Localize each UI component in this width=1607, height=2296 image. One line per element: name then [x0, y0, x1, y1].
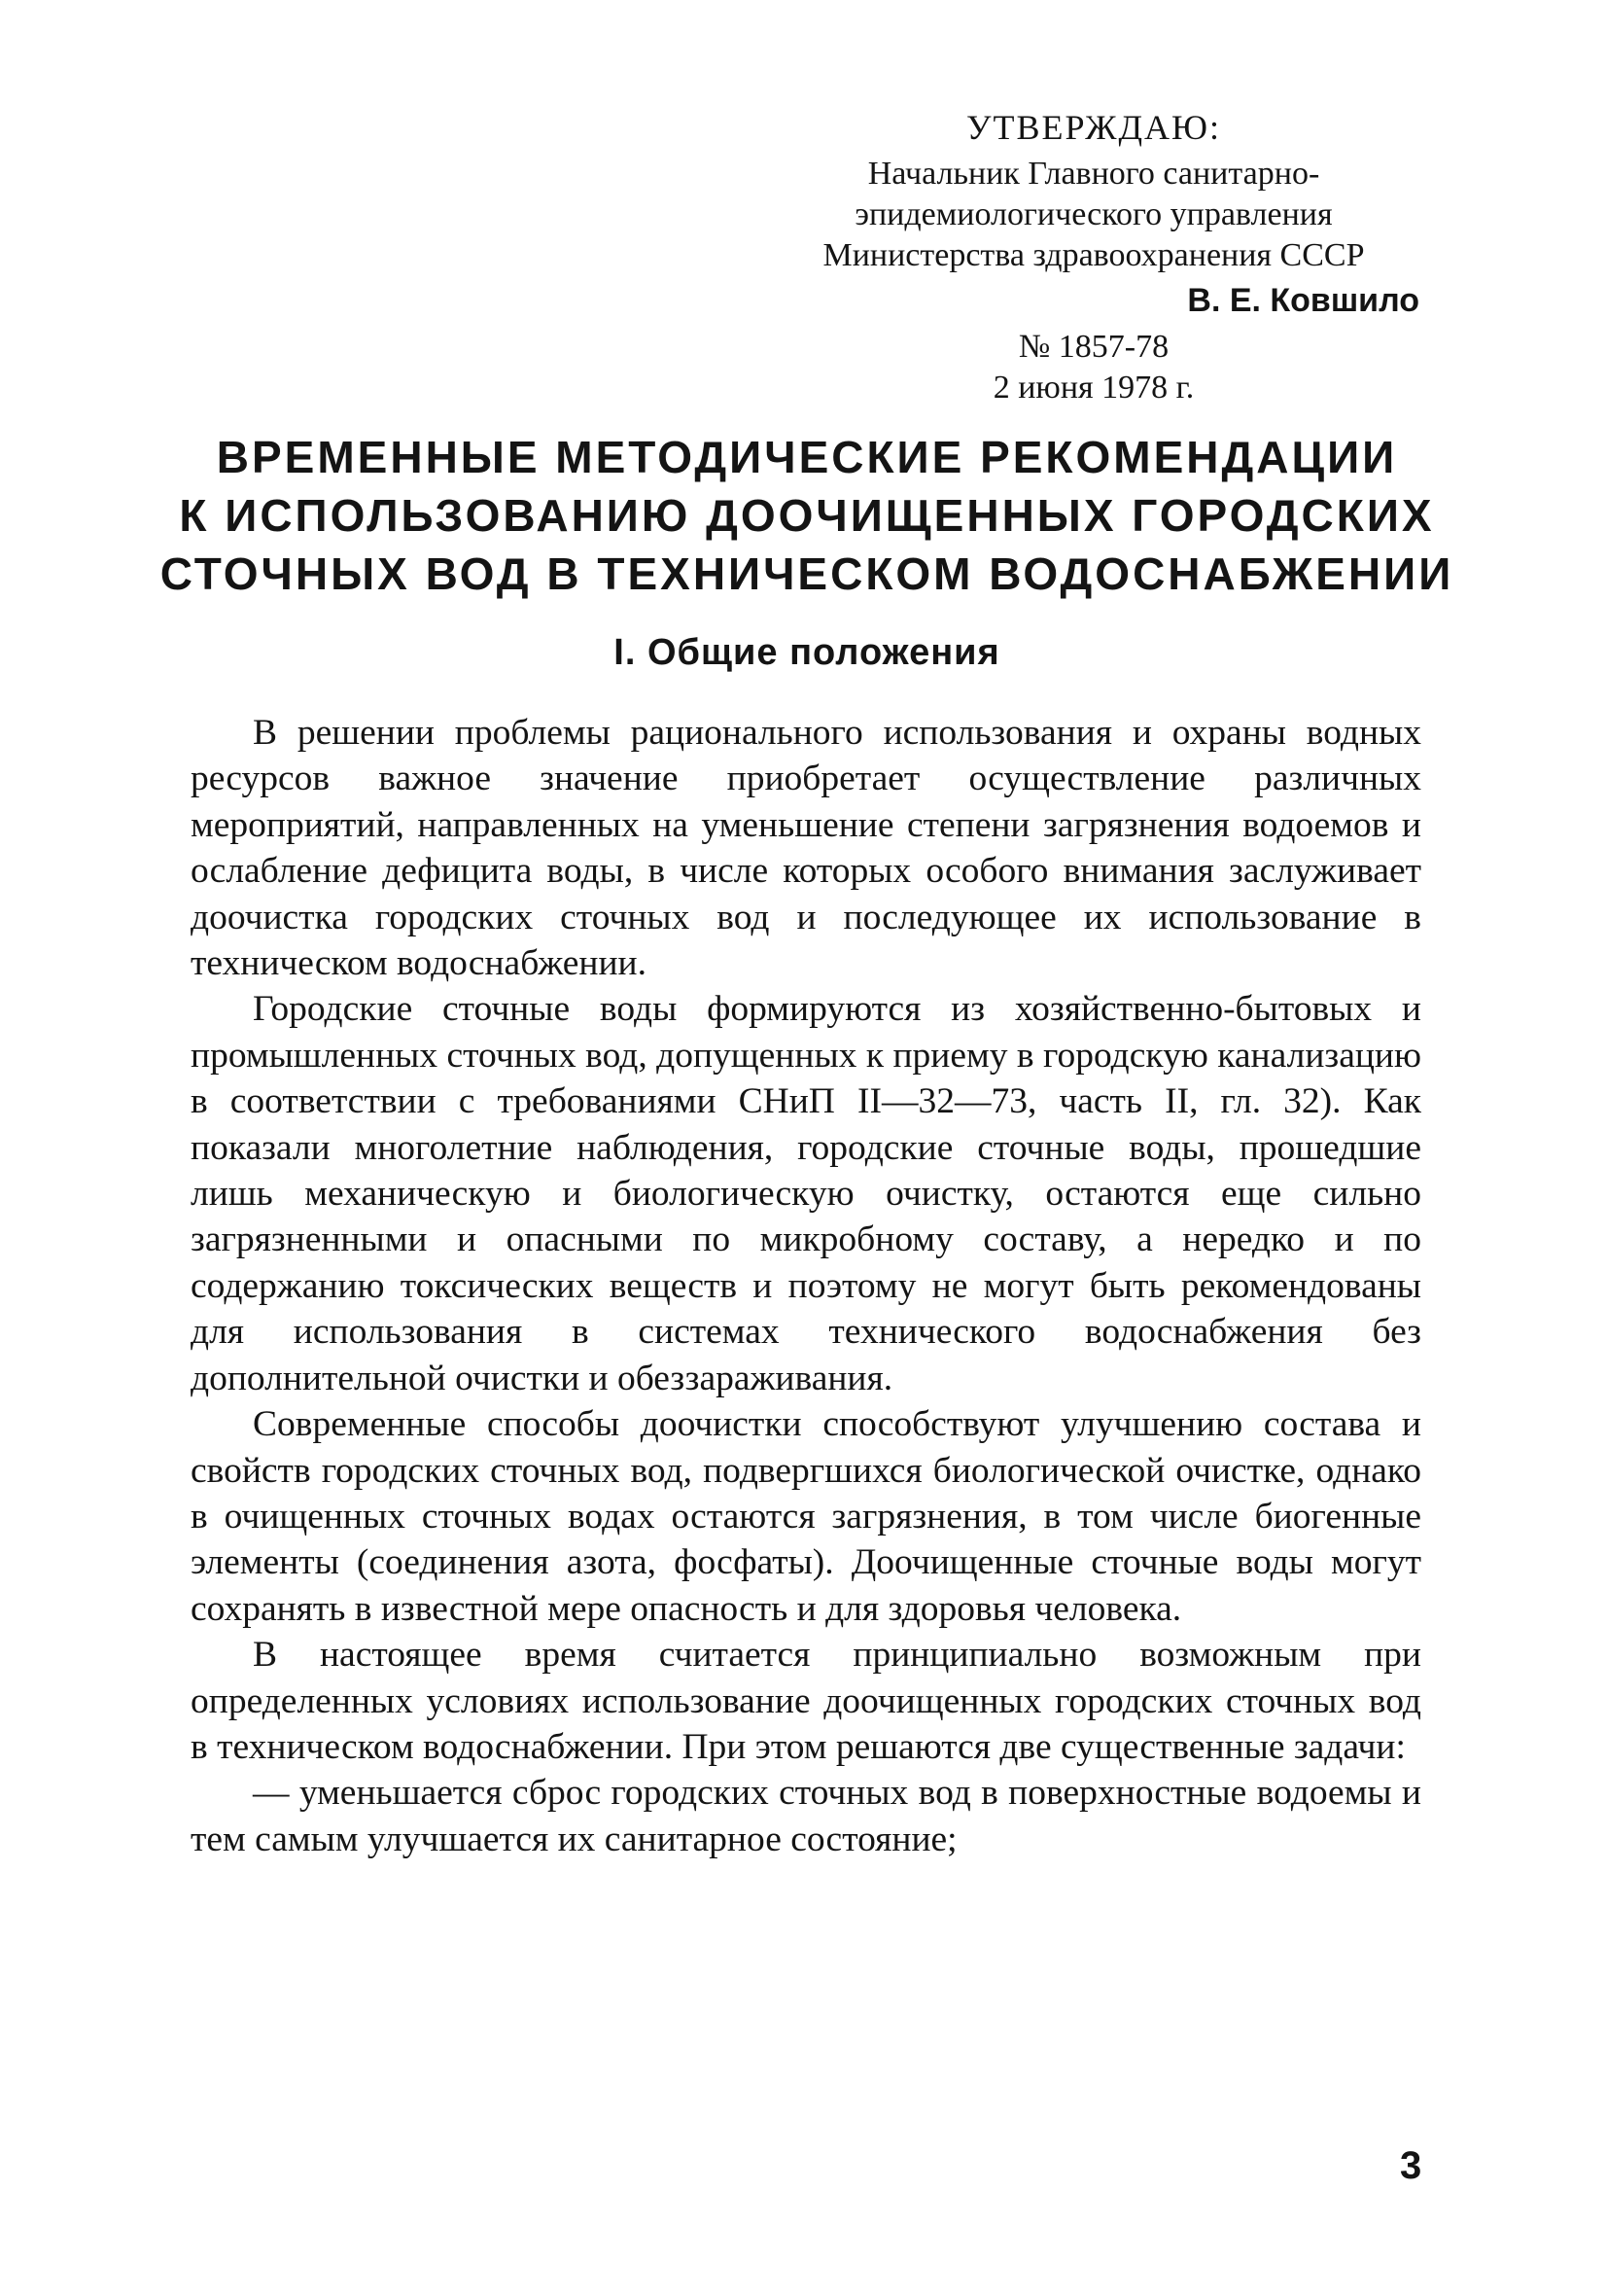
approval-position-line-1: Начальник Главного санитарно-	[867, 156, 1320, 192]
approval-number: № 1857-78	[1018, 329, 1170, 365]
paragraph-5: — уменьшается сброс городских сточных вод в поверхностные водоемы и тем самым улучшается их санитарное состояние;	[191, 1773, 1421, 1859]
approval-date: 2 июня 1978 г.	[993, 370, 1195, 406]
approval-signer: В. Е. Ковшило	[1187, 282, 1419, 319]
paragraph-1: В решении проблемы рационального использования и охраны водных ресурсов важное значение приобретает осуществление различных мероприятий, направленных на уменьшение степени загрязнения водоемов и ослабление дефицита воды, в числе которых особого внимания заслуживает доочистка городских сточных вод и последующее их использование в техническом водоснабжении.	[191, 713, 1421, 984]
approval-position-line-2: эпидемиологического управления	[855, 196, 1333, 232]
paragraph-4: В настоящее время считается принципиально возможным при определенных условиях использование доочищенных городских сточных вод в техническом водоснабжении. При этом решаются две существенные задачи:	[191, 1635, 1421, 1767]
paragraph-2: Городские сточные воды формируются из хозяйственно-бытовых и промышленных сточных вод, допущенных к приему в городскую канализацию в соответствии с требованиями СНиП II—32—73, часть II, гл. 32). Как показали многолетние наблюдения, городские сточные воды, прошедшие лишь механическую и биологическую очистку, остаются еще сильно загрязненными и опасными по микробному составу, а нередко и по содержанию токсических веществ и поэтому не могут быть рекомендованы для использования в системах технического водоснабжения без дополнительной очистки и обеззараживания.	[191, 989, 1421, 1398]
approval-block	[758, 107, 1429, 408]
approval-heading: УТВЕРЖДАЮ:	[965, 108, 1222, 147]
document-title	[117, 428, 1497, 603]
title-line-2: К ИСПОЛЬЗОВАНИЮ ДООЧИЩЕННЫХ ГОРОДСКИХ	[179, 490, 1435, 541]
title-line-1: ВРЕМЕННЫЕ МЕТОДИЧЕСКИЕ РЕКОМЕНДАЦИИ	[216, 432, 1398, 482]
page-number: 3	[1400, 2144, 1422, 2187]
body-text	[191, 710, 1421, 1862]
approval-position-line-3: Министерства здравоохранения СССР	[822, 237, 1365, 273]
title-line-3: СТОЧНЫХ ВОД В ТЕХНИЧЕСКОМ ВОДОСНАБЖЕНИИ	[159, 548, 1454, 599]
paragraph-3: Современные способы доочистки способствуют улучшению состава и свойств городских сточных вод, подвергшихся биологической очистке, однако в очищенных сточных водах остаются загрязнения, в том числе биогенные элементы (соединения азота, фосфаты). Доочищенные сточные воды могут сохранять в известной мере опасность и для здоровья человека.	[191, 1404, 1421, 1629]
section-heading: I. Общие положения	[613, 632, 1000, 673]
